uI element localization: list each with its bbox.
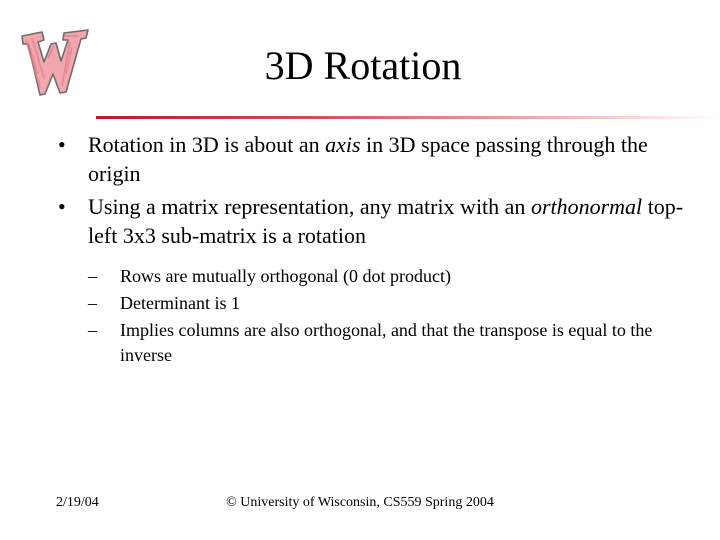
bullet-dot-icon: • bbox=[58, 132, 66, 157]
dash-icon: – bbox=[88, 266, 97, 286]
bullet-text-emphasis: axis bbox=[325, 132, 361, 157]
bullet-text-part: top-left 3x3 sub-matrix is a rotation bbox=[88, 194, 684, 248]
bullet-text-part: Using a matrix representation, any matrix with an bbox=[88, 194, 531, 219]
sub-bullet-item bbox=[88, 318, 686, 368]
dash-icon: – bbox=[88, 293, 97, 313]
footer-copyright: © University of Wisconsin, CS559 Spring 2004 bbox=[226, 495, 494, 510]
sub-bullet-text: Implies columns are also orthogonal, and that the transpose is equal to the inverse bbox=[120, 320, 653, 365]
bullet-text-part: Rotation in 3D is about an bbox=[88, 132, 326, 157]
bullet-item bbox=[56, 130, 686, 188]
footer-date: 2/19/04 bbox=[56, 495, 99, 510]
sub-bullet-text: Rows are mutually orthogonal (0 dot product) bbox=[120, 266, 451, 286]
bullet-text-part: in 3D space passing through the origin bbox=[88, 132, 648, 186]
bullet-text-emphasis: orthonormal bbox=[530, 194, 643, 219]
sub-bullet-item bbox=[88, 264, 686, 289]
slide-title: 3D Rotation bbox=[264, 43, 462, 88]
slide-content bbox=[56, 130, 686, 370]
bullet-dot-icon: • bbox=[58, 194, 66, 219]
sub-bullet-item bbox=[88, 291, 686, 316]
bullet-item bbox=[56, 192, 686, 250]
dash-icon: – bbox=[88, 320, 97, 340]
sub-bullet-list bbox=[56, 264, 686, 368]
sub-bullet-text: Determinant is 1 bbox=[120, 293, 240, 313]
title-divider bbox=[96, 116, 720, 119]
